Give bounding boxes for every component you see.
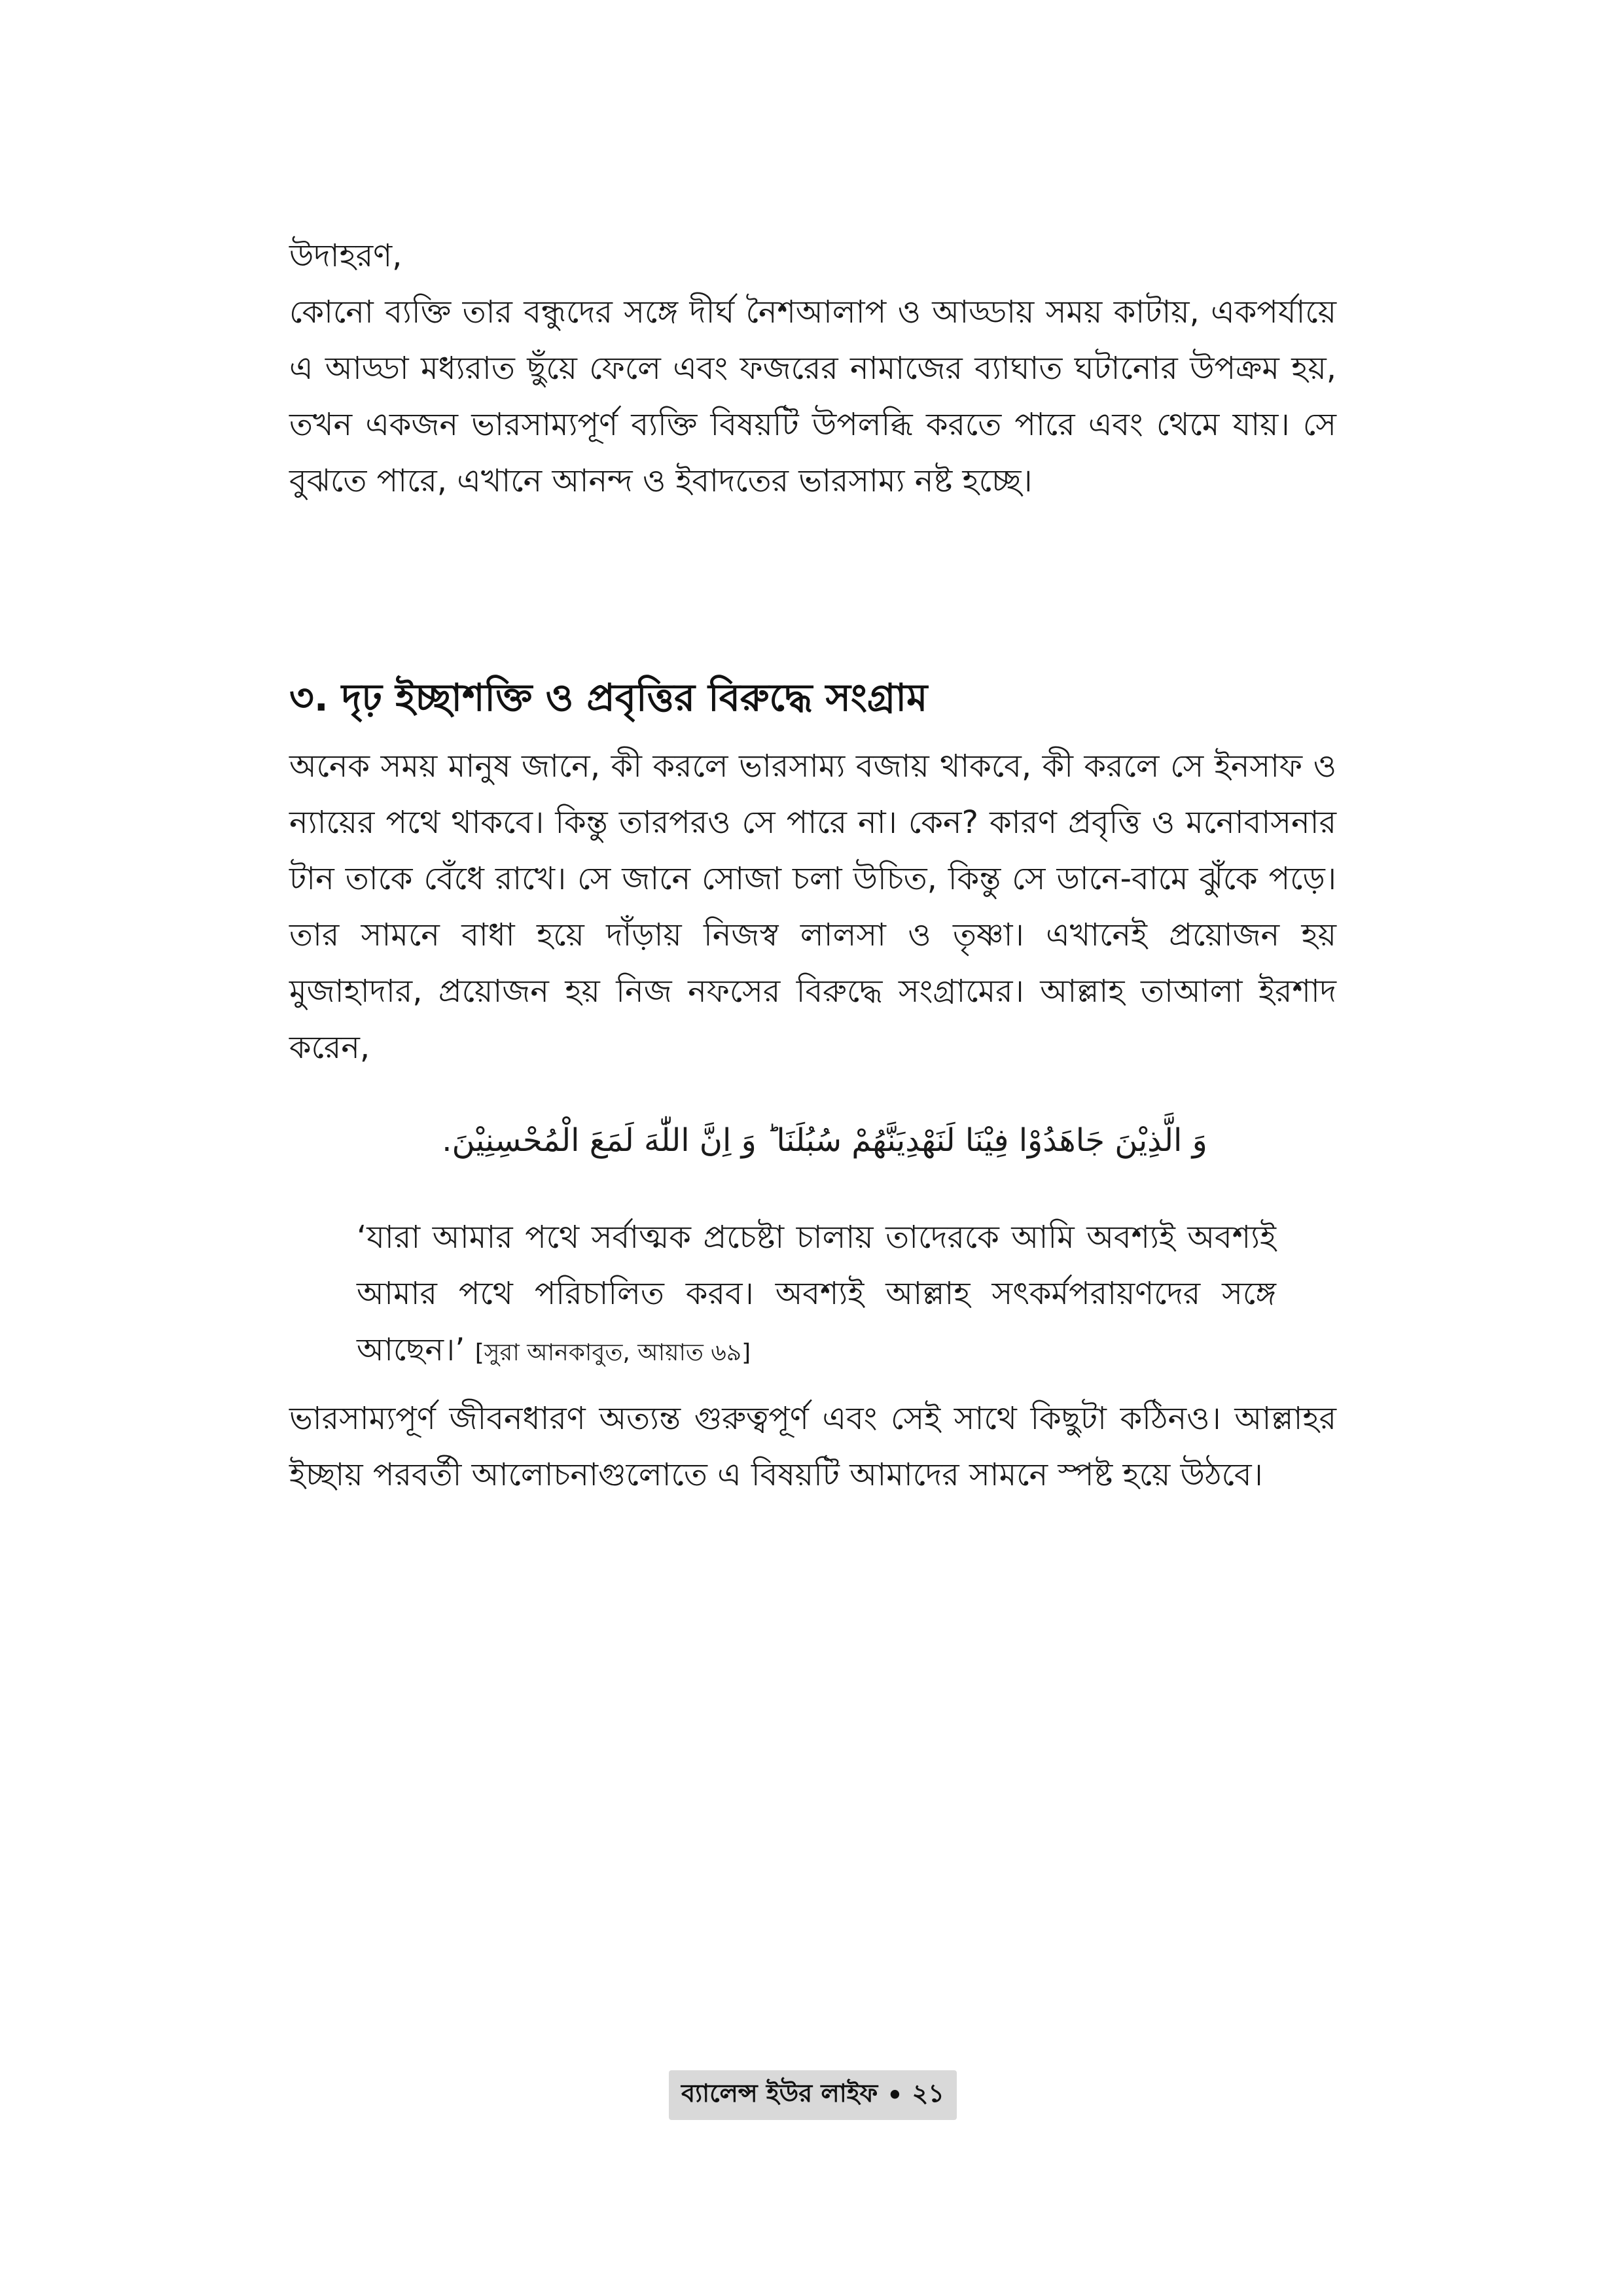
verse-translation-text: ‘যারা আমার পথে সর্বাত্মক প্রচেষ্টা চালায় তাদেরকে আমি অবশ্যই অবশ্যই আমার পথে পরিচালিত করব। অবশ্যই আল্লাহ সৎকর্মপরায়ণদের সঙ্গে আছেন।’ [357, 1219, 1276, 1368]
footer-separator: • [887, 2081, 903, 2110]
closing-body-block [289, 1390, 1336, 1503]
arabic-verse: وَ الَّذِيْنَ جَاهَدُوْا فِيْنَا لَنَهْدِيَنَّهُمْ سُبُلَنَا ؕ وَ اِنَّ اللّٰهَ لَمَعَ الْمُحْسِنِيْنَ. [442, 1122, 1207, 1159]
section-heading-block [289, 666, 1336, 729]
verse-translation [357, 1209, 1276, 1381]
closing-paragraph: ভারসাম্যপূর্ণ জীবনধারণ অত্যন্ত গুরুত্বপূর্ণ এবং সেই সাথে কিছুটা কঠিনও। আল্লাহর ইচ্ছায় পরবর্তী আলোচনাগুলোতে এ বিষয়টি আমাদের সামনে স্পষ্ট হয়ে উঠবে। [289, 1400, 1336, 1493]
page-footer [669, 2070, 957, 2120]
example-body-block [289, 284, 1336, 509]
footer-page-number: ২১ [912, 2079, 944, 2108]
example-label: উদাহরণ, [289, 238, 402, 274]
verse-citation: [সুরা আনকাবুত, আয়াত ৬৯] [474, 1339, 751, 1366]
footer-book-title: ব্যালেন্স ইউর লাইফ [681, 2079, 878, 2108]
section-body-block [289, 738, 1336, 1076]
section-heading: ৩. দৃঢ় ইচ্ছাশক্তি ও প্রবৃত্তির বিরুদ্ধে সংগ্রাম [289, 675, 928, 720]
verse-translation-block [357, 1209, 1276, 1381]
example-label-block [289, 228, 1336, 284]
section-paragraph: অনেক সময় মানুষ জানে, কী করলে ভারসাম্য বজায় থাকবে, কী করলে সে ইনসাফ ও ন্যায়ের পথে থাকবে। কিন্তু তারপরও সে পারে না। কেন? কারণ প্রবৃত্তি ও মনোবাসনার টান তাকে বেঁধে রাখে। সে জানে সোজা চলা উচিত, কিন্তু সে ডানে-বামে ঝুঁকে পড়ে। তার সামনে বাধা হয়ে দাঁড়ায় নিজস্ব লালসা ও তৃষ্ণা। এখানেই প্রয়োজন হয় মুজাহাদার, প্রয়োজন হয় নিজ নফসের বিরুদ্ধে সংগ্রামের। আল্লাহ তাআলা ইরশাদ করেন, [289, 748, 1336, 1066]
example-paragraph: কোনো ব্যক্তি তার বন্ধুদের সঙ্গে দীর্ঘ নৈশআলাপ ও আড্ডায় সময় কাটায়, একপর্যায়ে এ আড্ডা মধ্যরাত ছুঁয়ে ফেলে এবং ফজরের নামাজের ব্যাঘাত ঘটানোর উপক্রম হয়, তখন একজন ভারসাম্যপূর্ণ ব্যক্তি বিষয়টি উপলব্ধি করতে পারে এবং থেমে যায়। সে বুঝতে পারে, এখানে আনন্দ ও ইবাদতের ভারসাম্য নষ্ট হচ্ছে। [289, 294, 1336, 499]
